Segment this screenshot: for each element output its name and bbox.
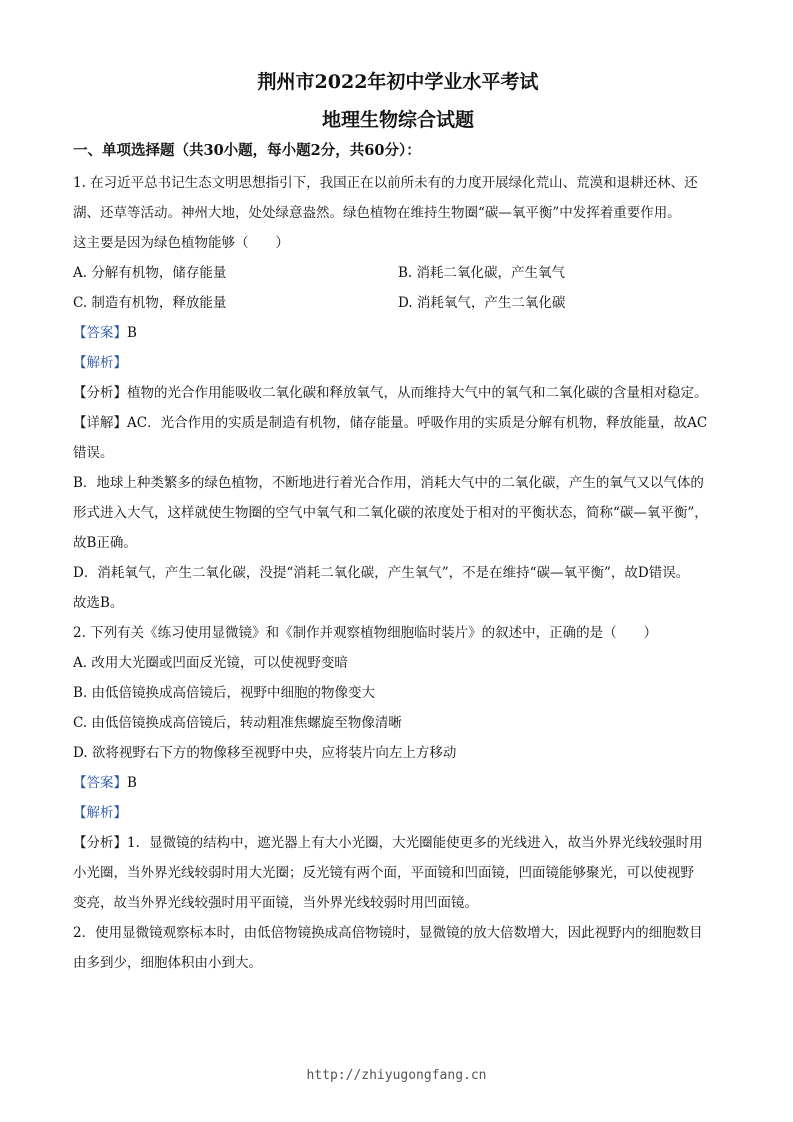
q2-option-d: D. 欲将视野右下方的物像移至视野中央，应将装片向左上方移动	[73, 745, 457, 761]
q1-option-d: D. 消耗氧气，产生二氧化碳	[398, 295, 566, 311]
q1-stem-line-2: 湖、还草等活动。神州大地，处处绿意盎然。绿色植物在维持生物圈“碳—氧平衡”中发挥着重要作用。	[73, 205, 681, 221]
q2-stem: 2. 下列有关《练习使用显微镜》和《制作并观察植物细胞临时装片》的叙述中，正确的是（ ）	[73, 625, 658, 641]
sub-title: 地理生物综合试题	[321, 109, 474, 131]
q1-option-a: A. 分解有机物，储存能量	[73, 265, 227, 281]
q2-point-2-line-1: 2．使用显微镜观察标本时，由低倍物镜换成高倍物镜时，显微镜的放大倍数增大，因此视野内的细胞数目	[73, 925, 703, 941]
q1-stem-line-3: 这主要是因为绿色植物能够（ ）	[73, 235, 289, 251]
question-2	[73, 618, 723, 978]
q1-b-line-1: B．地球上种类繁多的绿色植物，不断地进行着光合作用，消耗大气中的二氧化碳，产生的氧气又以气体的	[73, 475, 704, 491]
q1-option-b: B. 消耗二氧化碳，产生氧气	[398, 265, 566, 281]
main-title: 荆州市2022年初中学业水平考试	[257, 71, 539, 93]
q2-fenxi-line-1: 【分析】1．显微镜的结构中，遮光器上有大小光圈，大光圈能使更多的光线进入，故当外界光线较强时用	[73, 835, 703, 851]
q2-option-b: B. 由低倍镜换成高倍镜后，视野中细胞的物像变大	[73, 685, 376, 701]
section-heading: 一、单项选择题（共30小题，每小题2分，共60分）：	[73, 142, 421, 159]
q1-fenxi: 【分析】植物的光合作用能吸收二氧化碳和释放氧气，从而维持大气中的氧气和二氧化碳的含量相对稳定。	[73, 385, 708, 401]
q2-fenxi-line-3: 变亮，故当外界光线较强时用平面镜，当外界光线较弱时用凹面镜。	[73, 895, 478, 911]
q2-option-c: C. 由低倍镜换成高倍镜后，转动粗准焦螺旋至物像清晰	[73, 715, 402, 731]
q1-analysis-tag: 【解析】	[73, 355, 127, 371]
footer-url: http://zhiyugongfang.cn	[306, 1068, 487, 1083]
q1-xiangjie-line-2: 错误。	[73, 445, 114, 461]
q1-options	[73, 258, 723, 318]
q1-option-c: C. 制造有机物，释放能量	[73, 295, 227, 311]
q2-analysis-tag: 【解析】	[73, 805, 127, 821]
q2-option-a: A. 改用大光圈或凹面反光镜，可以使视野变暗	[73, 655, 348, 671]
question-1	[73, 168, 723, 618]
answer-tag: 【答案】	[73, 325, 127, 341]
answer-value: B	[127, 325, 137, 341]
q2-point-2-line-2: 由多到少，细胞体积由小到大。	[73, 955, 262, 971]
q1-answer	[73, 318, 723, 348]
q1-d-line-1: D．消耗氧气，产生二氧化碳，没提“消耗二氧化碳，产生氧气”，不是在维持“碳—氧平衡”，故D错误。	[73, 565, 690, 581]
document-page	[73, 68, 723, 978]
q1-b-line-2: 形式进入大气，这样就使生物圈的空气中氧气和二氧化碳的浓度处于相对的平衡状态，简称“碳—氧平衡”，	[73, 505, 708, 521]
q1-stem-line-1: 1. 在习近平总书记生态文明思想指引下，我国正在以前所未有的力度开展绿化荒山、荒漠和退耕还林、还	[73, 175, 698, 191]
q1-conclusion: 故选B。	[73, 595, 124, 611]
q2-fenxi-line-2: 小光圈，当外界光线较弱时用大光圈；反光镜有两个面，平面镜和凹面镜，凹面镜能够聚光，可以使视野	[73, 865, 694, 881]
q1-b-line-3: 故B正确。	[73, 535, 137, 551]
q2-answer: 【答案】B	[73, 775, 137, 791]
q1-xiangjie-line-1: 【详解】AC．光合作用的实质是制造有机物，储存能量。呼吸作用的实质是分解有机物，释放能量，故AC	[73, 415, 708, 431]
